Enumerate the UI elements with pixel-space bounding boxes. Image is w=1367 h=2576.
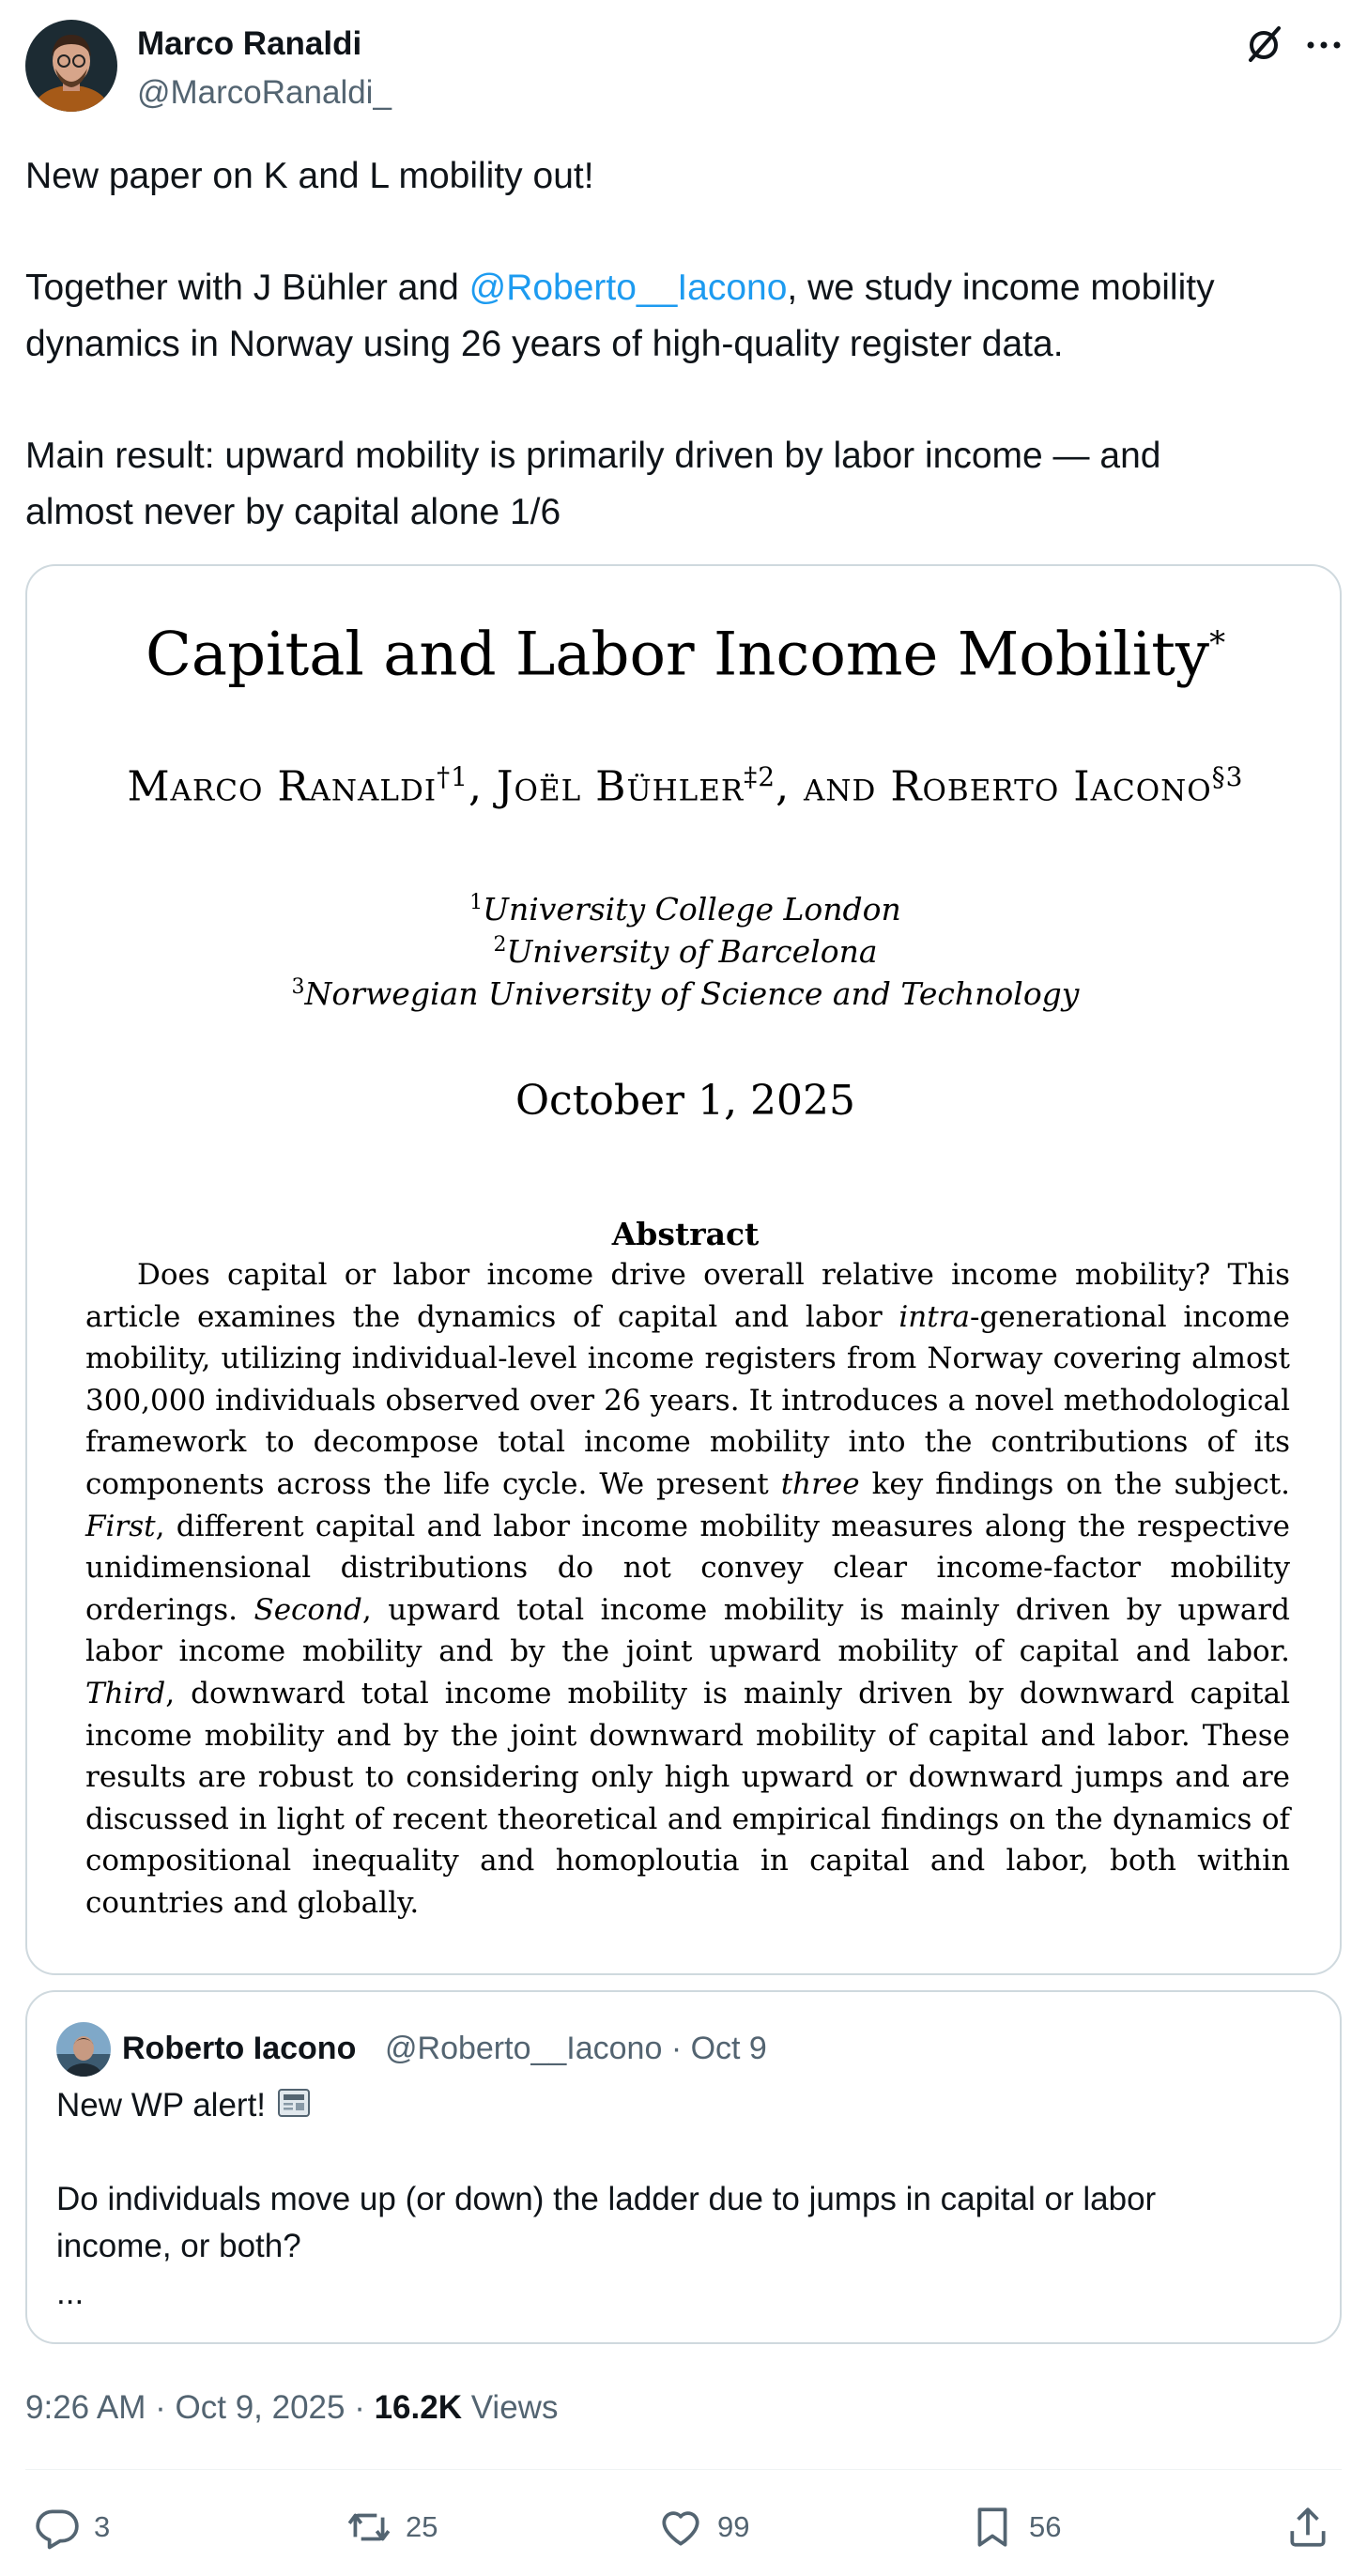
- paper-date: October 1, 2025: [515, 1077, 856, 1125]
- quoted-tweet-line: Do individuals move up (or down) the ladder due to jumps in capital or labor: [56, 2181, 1157, 2217]
- views-label: Views: [461, 2389, 559, 2426]
- paper-title: Capital and Labor Income Mobility*: [145, 620, 1226, 690]
- tweet-timestamp[interactable]: 9:26 AM · Oct 9, 2025 ·: [25, 2389, 375, 2426]
- bookmark-icon: [969, 2504, 1016, 2551]
- quoted-author-handle-date[interactable]: @Roberto__Iacono · Oct 9: [385, 2031, 767, 2066]
- tweet-text-line: [25, 260, 1340, 316]
- tweet-text-fragment: , we study income mobility: [787, 268, 1215, 308]
- paper-affiliation: $^2$University of Barcelona: [493, 933, 878, 970]
- bookmark-button[interactable]: [969, 2499, 1061, 2555]
- repost-icon: [346, 2504, 392, 2551]
- author-avatar[interactable]: [25, 20, 117, 112]
- reply-count: 3: [94, 2510, 111, 2543]
- repost-count: 25: [406, 2510, 438, 2543]
- quoted-tweet-line: New WP alert!: [56, 2082, 1314, 2135]
- author-name[interactable]: Marco Ranaldi: [137, 25, 362, 62]
- tweet-text-line: New paper on K and L mobility out!: [25, 156, 594, 196]
- quoted-tweet-line: ...: [56, 2275, 84, 2311]
- quoted-tweet-line: income, or both?: [56, 2228, 301, 2264]
- grok-icon[interactable]: [1237, 19, 1290, 71]
- share-icon: [1284, 2504, 1331, 2551]
- quoted-author-avatar[interactable]: [56, 2022, 111, 2077]
- repost-button[interactable]: [346, 2499, 438, 2555]
- abstract-text: Does capital or labor income drive overall relative income mobility? This article examines the dynamics of capital and labor intra-generational income mobility, utilizing individual-level income registers from Norway covering almost 300,000 individuals observed over 26 years. It introduces a novel methodological framework to decompose total income mobility into the contributions of its components across the life cycle. We present three key findings on the subject. First, different capital and labor income mobility measures along the respective unidimensional distributions do not convey clear income-factor mobility orderings. Second, upward total income mobility is mainly driven by upward labor income mobility and by the joint upward mobility of capital and labor. Third, downward total income mobility is mainly driven by downward capital income mobility and by the joint downward mobility of capital and labor. These results are robust to considering only high upward or downward jumps and are discussed in light of recent theoretical and empirical findings on the dynamics of compositional inequality and homoploutia in capital and labor, both within countries and globally.: [85, 1258, 1291, 1920]
- attached-paper-image[interactable]: [25, 564, 1342, 1975]
- tweet-text-line: almost never by capital alone 1/6: [25, 492, 561, 532]
- share-button[interactable]: [1284, 2499, 1344, 2555]
- like-count: 99: [717, 2510, 750, 2543]
- paper-authors: Marco Ranaldi$^{\dagger 1}$, Joël Bühler$^{\ddagger 2}$, and Roberto Iacono$^{\S 3}$: [127, 761, 1244, 811]
- paper-affiliation: $^3$Norwegian University of Science and Technology: [291, 975, 1080, 1012]
- abstract-heading: Abstract: [611, 1216, 760, 1252]
- quoted-tweet[interactable]: [25, 1990, 1342, 2344]
- reply-button[interactable]: [34, 2499, 110, 2555]
- divider: [25, 2469, 1342, 2470]
- quoted-author-name[interactable]: Roberto Iacono: [122, 2031, 357, 2066]
- reply-icon: [34, 2504, 81, 2551]
- heart-icon: [657, 2504, 704, 2551]
- mention-link[interactable]: @Roberto__Iacono: [468, 268, 788, 308]
- newspaper-icon: [275, 2084, 313, 2135]
- views-count: 16.2K: [374, 2389, 462, 2426]
- tweet-meta: [25, 2384, 558, 2431]
- like-button[interactable]: [657, 2499, 749, 2555]
- tweet-text-fragment: Together with J Bühler and: [25, 268, 469, 308]
- tweet-text-line: dynamics in Norway using 26 years of high-quality register data.: [25, 324, 1064, 364]
- paper-affiliation: $^1$University College London: [469, 891, 901, 928]
- bookmark-count: 56: [1029, 2510, 1062, 2543]
- more-options-icon[interactable]: [1298, 19, 1350, 71]
- author-handle[interactable]: @MarcoRanaldi_: [137, 74, 392, 111]
- tweet-text-line: Main result: upward mobility is primarily driven by labor income — and: [25, 436, 1161, 476]
